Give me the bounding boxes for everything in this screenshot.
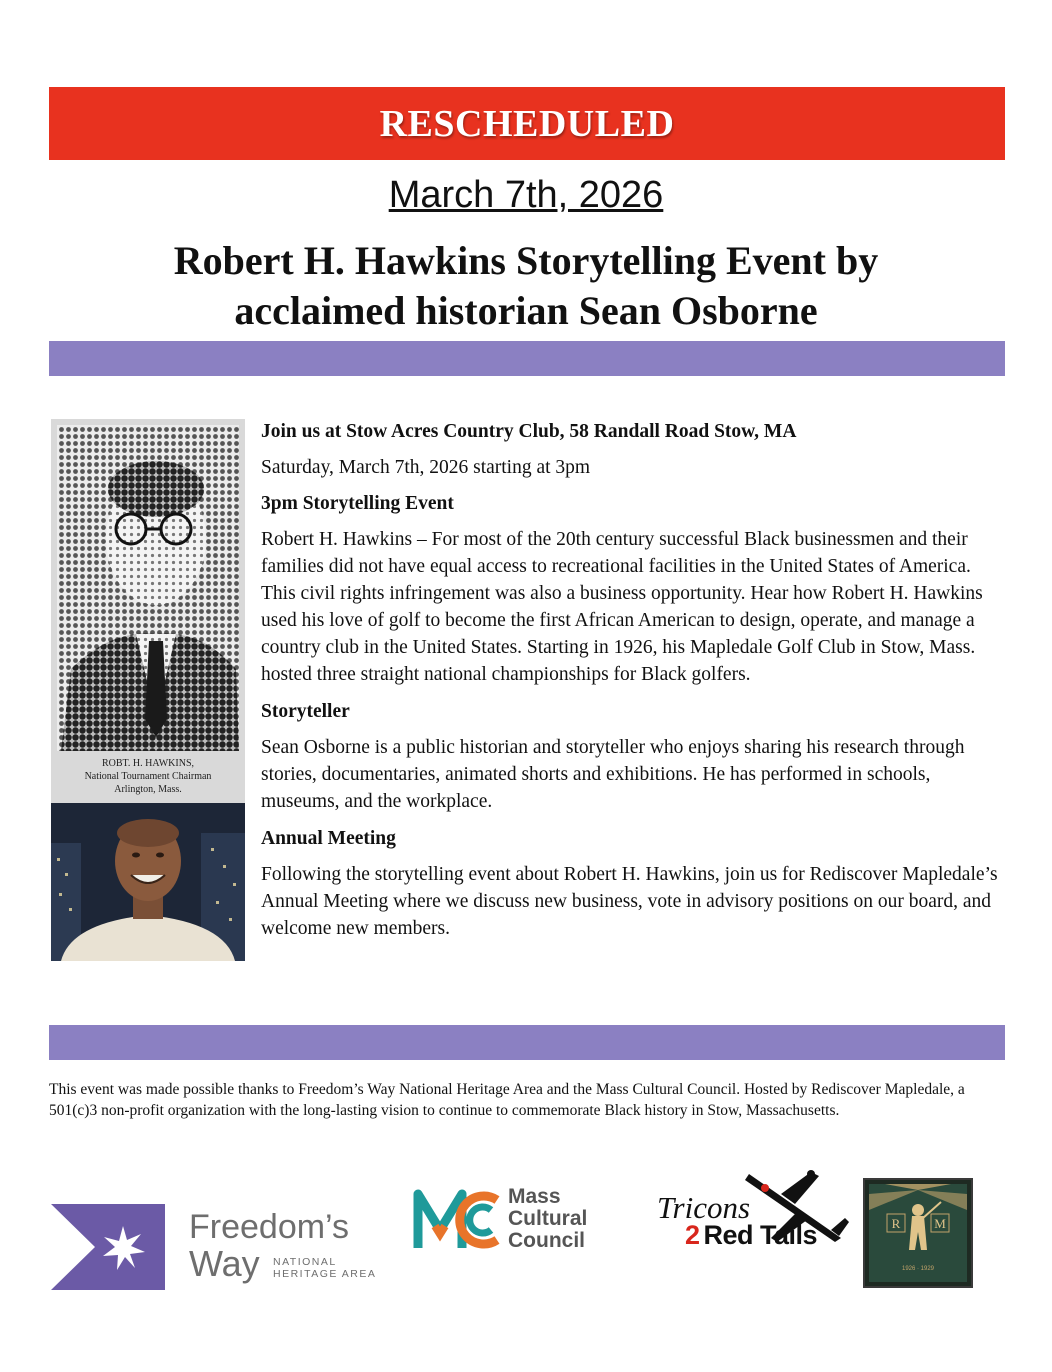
- mcc-monogram-icon: [413, 1186, 501, 1252]
- red-tails-word: [685, 1220, 817, 1251]
- red-tails-tail: Red Tails: [703, 1220, 818, 1250]
- freedoms-way-line-2: Way: [189, 1243, 260, 1284]
- mapledale-emblem-icon: [865, 1180, 971, 1286]
- mapledale-right-letter: M: [934, 1216, 946, 1231]
- caption-line-1: ROBT. H. HAWKINS,: [101, 758, 195, 769]
- freedoms-way-star-icon: [51, 1204, 165, 1290]
- freedoms-way-line-1: Freedom’s: [189, 1208, 349, 1246]
- accent-bar-top: [49, 341, 1005, 376]
- datetime-text: Saturday, March 7th, 2026 starting at 3pm: [261, 457, 591, 478]
- caption-line-3: Arlington, Mass.: [114, 784, 182, 795]
- mcc-line-2: Cultural: [508, 1207, 588, 1230]
- mapledale-left-letter: R: [891, 1216, 901, 1231]
- tricons-red-tails-logo: [655, 1168, 850, 1258]
- hawkins-photo: [51, 419, 245, 803]
- mcc-line-1: Mass: [508, 1185, 561, 1208]
- session-heading: 3pm Storytelling Event: [261, 493, 454, 514]
- storyteller-heading: Storyteller: [261, 701, 350, 722]
- sponsor-note: This event was made possible thanks to Freedom’s Way National Heritage Area and the Mass Cultural Council. Hosted by Rediscover Mapledale, a 501(c)3 non-profit organization with the long-lasting vision to continue to commemorate Black history in Stow, Massachusetts.: [49, 1081, 965, 1119]
- freedoms-way-sub-1: NATIONAL: [273, 1256, 337, 1268]
- event-details: [261, 418, 1006, 952]
- caption-line-2: National Tournament Chairman: [84, 771, 212, 782]
- mass-cultural-council-logo: [413, 1184, 603, 1254]
- meeting-text: Following the storytelling event about Robert H. Hawkins, join us for Rediscover Mapledale’s Annual Meeting where we discuss new business, vote in advisory positions on our board, and welcome new members.: [261, 864, 998, 939]
- mcc-line-3: Council: [508, 1229, 585, 1252]
- rediscover-mapledale-logo: [863, 1178, 973, 1288]
- rescheduled-banner: [49, 87, 1005, 160]
- meeting-heading: Annual Meeting: [261, 828, 396, 849]
- event-title: [60, 236, 992, 336]
- photo-caption: [51, 757, 245, 796]
- accent-bar-bottom: [49, 1025, 1005, 1060]
- tricons-word: Tricons: [657, 1190, 751, 1225]
- freedoms-way-logo: [51, 1200, 381, 1292]
- mapledale-years: 1926 · 1929: [901, 1266, 935, 1272]
- title-line-2: acclaimed historian Sean Osborne: [234, 288, 818, 333]
- banner-label: RESCHEDULED: [379, 102, 675, 145]
- title-line-1: Robert H. Hawkins Storytelling Event by: [173, 238, 879, 283]
- storyteller-text: Sean Osborne is a public historian and storyteller who enjoys sharing his research through stories, documentaries, animated shorts and exhibitions. He has performed in schools, museums, and the workplace.: [261, 737, 965, 812]
- osborne-portrait-image: [51, 803, 245, 961]
- osborne-photo: [51, 803, 245, 961]
- red-tails-number: 2: [685, 1220, 700, 1250]
- location-text: Join us at Stow Acres Country Club, 58 Randall Road Stow, MA: [261, 421, 797, 442]
- event-date: March 7th, 2026: [388, 174, 664, 216]
- session-text: Robert H. Hawkins – For most of the 20th century successful Black businessmen and their families did not have equal access to recreational facilities in the United States of America. This civil rights infringement was also a business opportunity. Hear how Robert H. Hawkins used his love of golf to become the first African American to design, operate, and manage a country club in the United States. Starting in 1926, his Mapledale Golf Club in Stow, Mass. hosted three straight national championships for Black golfers.: [261, 529, 983, 685]
- freedoms-way-sub-2: HERITAGE AREA: [273, 1268, 377, 1280]
- hawkins-portrait-image: [51, 419, 245, 757]
